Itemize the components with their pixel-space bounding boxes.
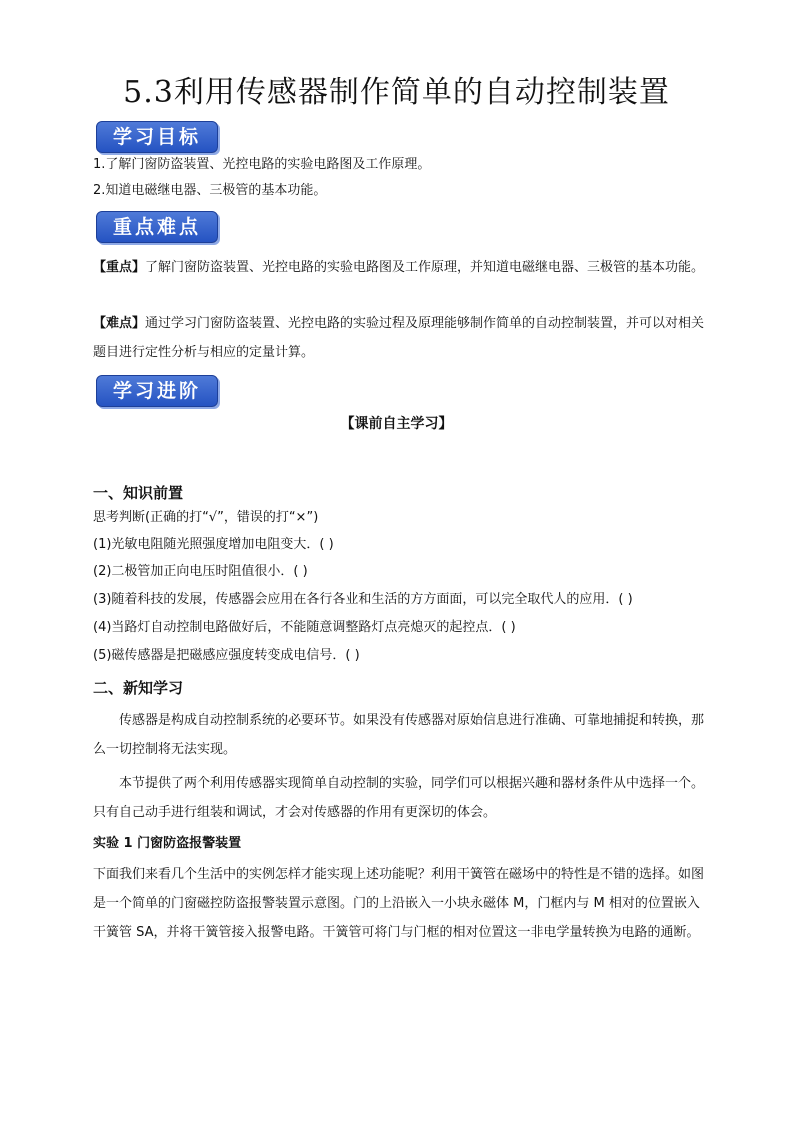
experiment-1-paragraph: 下面我们来看几个生活中的实例怎样才能实现上述功能呢？利用干簧管在磁场中的特性是不错的选择。如图是一个简单的门窗磁控防盗报警装置示意图。门的上沿嵌入一小块永磁体 M，门框内与 M 相对的位置嵌入干簧管 SA，并将干簧管接入报警电路。干簧管可将门与门框的相对位置这一非电学量转换为电路的通断。 (93, 867, 705, 940)
focus-text: 了解门窗防盗装置、光控电路的实验电路图及工作原理，并知道电磁继电器、三极管的基本功能。 (145, 260, 705, 275)
goal-item-2: 2.知道电磁继电器、三极管的基本功能。 (93, 183, 327, 198)
judgement-item-1: (1)光敏电阻随光照强度增加电阻变大．( ) (93, 537, 334, 552)
pre-class-heading: 【课前自主学习】 (340, 416, 453, 432)
goal-item-1: 1.了解门窗防盗装置、光控电路的实验电路图及工作原理。 (93, 157, 431, 172)
judgement-item-4: (4)当路灯自动控制电路做好后，不能随意调整路灯点亮熄灭的起控点．( ) (93, 620, 516, 635)
focus-label: 【重点】 (93, 260, 146, 275)
judgement-item-2: (2)二极管加正向电压时阻值很小．( ) (93, 564, 308, 579)
judgement-item-5: (5)磁传感器是把磁感应强度转变成电信号．( ) (93, 648, 360, 663)
intro-paragraph-1: 传感器是构成自动控制系统的必要环节。如果没有传感器对原始信息进行准确、可靠地捕捉和转换，那么一切控制将无法实现。 (93, 713, 705, 757)
learning-advance-badge: 学习进阶 (96, 375, 218, 407)
key-points-badge: 重点难点 (96, 211, 218, 243)
experiment-1-heading: 实验 1 门窗防盗报警装置 (93, 836, 242, 851)
difficulty-text: 通过学习门窗防盗装置、光控电路的实验过程及原理能够制作简单的自动控制装置，并可以对相关题目进行定性分析与相应的定量计算。 (93, 316, 705, 360)
focus-paragraph (93, 253, 705, 282)
judgement-instruction: 思考判断(正确的打“√”，错误的打“×”) (93, 510, 319, 525)
judgement-item-3: (3)随着科技的发展，传感器会应用在各行各业和生活的方方面面，可以完全取代人的应用．( ) (93, 592, 633, 607)
page-title: 5.3利用传感器制作简单的自动控制装置 (123, 75, 670, 110)
section-knowledge-heading: 一、知识前置 (93, 484, 184, 502)
difficulty-label: 【难点】 (93, 316, 146, 331)
learning-goals-badge: 学习目标 (96, 121, 218, 153)
intro-paragraph-2: 本节提供了两个利用传感器实现简单自动控制的实验，同学们可以根据兴趣和器材条件从中选择一个。只有自己动手进行组装和调试，才会对传感器的作用有更深切的体会。 (93, 776, 705, 820)
difficulty-paragraph (93, 309, 705, 367)
section-new-knowledge-heading: 二、新知学习 (93, 679, 184, 697)
